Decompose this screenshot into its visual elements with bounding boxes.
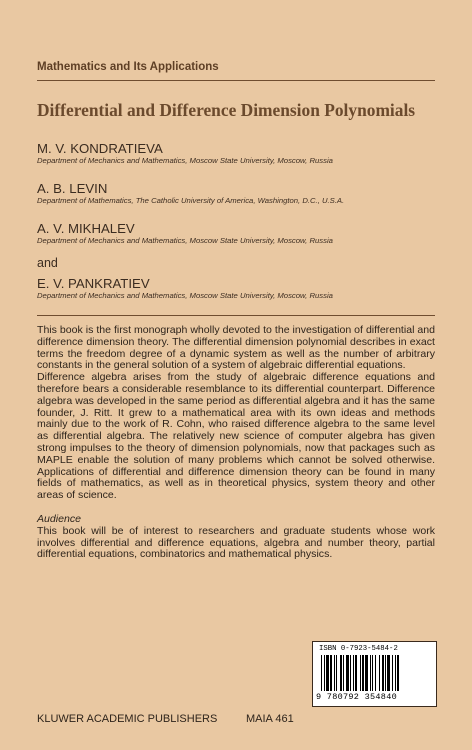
author-name: A. B. LEVIN xyxy=(37,181,108,196)
barcode-stripe xyxy=(387,655,390,691)
barcode-number: 9 780792 354840 xyxy=(316,692,398,702)
author-affiliation: Department of Mathematics, The Catholic University of America, Washington, D.C., U.S.A. xyxy=(37,196,345,205)
barcode-stripe xyxy=(346,655,349,691)
author-affiliation: Department of Mechanics and Mathematics, Moscow State University, Moscow, Russia xyxy=(37,236,333,245)
author-name: E. V. PANKRATIEV xyxy=(37,276,150,291)
barcode-stripe xyxy=(392,655,393,691)
audience-heading: Audience xyxy=(37,512,81,525)
author-affiliation: Department of Mechanics and Mathematics, Moscow State University, Moscow, Russia xyxy=(37,156,333,165)
barcode-stripe xyxy=(336,655,337,691)
barcode-stripe xyxy=(385,655,386,691)
barcode-stripe xyxy=(340,655,342,691)
author-affiliation: Department of Mechanics and Mathematics, Moscow State University, Moscow, Russia xyxy=(37,291,333,300)
author-list xyxy=(37,141,447,316)
barcode-stripe xyxy=(355,655,357,691)
book-title: Differential and Difference Dimension Polynomials xyxy=(37,100,416,120)
barcode-stripe xyxy=(360,655,361,691)
barcode-stripe xyxy=(365,655,368,691)
barcode-stripe xyxy=(397,655,399,691)
author-name: M. V. KONDRATIEVA xyxy=(37,141,163,156)
barcode-stripe xyxy=(372,655,373,691)
description-paragraph: Difference algebra arises from the study of algebraic difference equations and therefore bears a considerable resemblance to its differential counterpart. Difference algebra was developed in the same period as differential algebra and it has the same founder, J. Ritt. It grew to a mathematical area with its own ideas and methods mainly due to the work of R. Cohn, who raised difference algebra to the same level as differential algebra. The relatively new science of computer algebra has given strong impulses to the theory of dimension polynomials, now that packages such as MAPLE enable the solution of many problems which cannot be solved otherwise. Applications of differential and difference dimension theory can be found in many fields of mathematics, as well as in theoretical physics, system theory and other areas of science. xyxy=(37,371,435,502)
barcode-stripe xyxy=(370,655,371,691)
blurb xyxy=(37,325,435,561)
barcode-stripe xyxy=(362,655,364,691)
barcode-stripe xyxy=(343,655,344,691)
audience-text: This book will be of interest to researchers and graduate students whose work involves differential and difference equations, algebra and number theory, partial differential equations, combinatorics and mathematical physics. xyxy=(37,524,435,561)
publisher-name: KLUWER ACADEMIC PUBLISHERS xyxy=(37,713,218,725)
description-paragraph: This book is the first monograph wholly devoted to the investigation of differential and difference dimension theory. The differential dimension polynomial describes in exact terms the freedom degree of a dynamic system as well as the number of arbitrary constants in the general solution of a system of algebraic differential equations. xyxy=(37,324,435,372)
barcode-stripe xyxy=(350,655,351,691)
barcode-stripe xyxy=(334,655,335,691)
barcode-stripe xyxy=(321,655,322,691)
and-connector: and xyxy=(37,256,58,270)
series-number: MAIA 461 xyxy=(246,713,294,725)
isbn-label: ISBN 0-7923-5484-2 xyxy=(319,645,398,653)
barcode xyxy=(312,641,437,707)
barcode-stripe xyxy=(324,655,325,691)
barcode-stripe xyxy=(395,655,396,691)
barcode-stripe xyxy=(382,655,384,691)
middle-divider xyxy=(37,315,435,316)
barcode-stripe xyxy=(379,655,380,691)
barcode-bars xyxy=(321,655,428,691)
barcode-stripe xyxy=(353,655,354,691)
author-name: A. V. MIKHALEV xyxy=(37,221,135,236)
top-divider xyxy=(37,80,435,81)
series-title: Mathematics and Its Applications xyxy=(37,61,219,73)
barcode-stripe xyxy=(375,655,376,691)
barcode-stripe xyxy=(326,655,329,691)
barcode-stripe xyxy=(330,655,332,691)
